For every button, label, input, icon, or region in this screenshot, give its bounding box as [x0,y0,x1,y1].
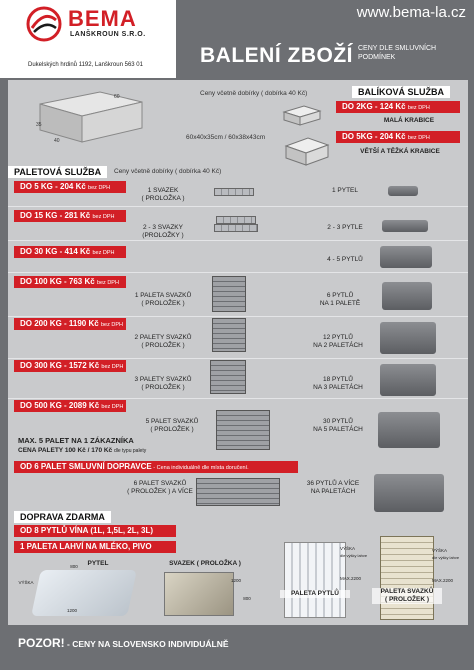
pallet-price: CENA PALETY 100 Kč / 170 Kč dle typu palety [18,447,147,454]
sack-pallet-icon [374,474,444,512]
doprava-title: DOPRAVA ZDARMA [14,511,111,523]
pal-row5-right: 12 PYTLŮ NA 2 PALETÁCH [313,334,363,350]
sack-pallet-icon [380,322,436,354]
pallet-of-sacks-image [284,542,346,618]
sack-image [31,570,137,616]
brand-address: Dukelských hrdinů 1192, Lanškroun 563 01 [28,62,143,68]
vyska-note: dle výšky lahve [432,555,460,560]
pallet-icon [212,276,246,312]
dim-label: 40 [54,138,60,144]
pytel-dim-800: 800 [70,564,78,569]
pal-row5-price: DO 200 KG - 1190 Kč bez DPH [14,318,126,330]
pal-row7-right: 30 PYTLŮ NA 5 PALETÁCH [313,418,363,434]
pallet-icon [196,478,280,506]
pal-row1-left: 1 SVAZEK ( PROLOŽKA ) [141,187,185,203]
balik-row1-label: MALÁ KRABICE [383,117,435,124]
vyska-note: dle výšky lahve [340,553,368,558]
pal-row1-price: DO 5 KG - 204 Kč bez DPH [14,181,126,193]
pal-row6-price: DO 300 KG - 1572 Kč bez DPH [14,360,126,372]
sack-pallet-icon [378,412,440,448]
brand-sub: LANŠKROUN S.R.O. [70,31,146,38]
pal-row6-right: 18 PYTLŮ NA 3 PALETÁCH [313,376,363,392]
svazek-dim-1200: 1200 [230,578,241,583]
max-pallets-note: MAX. 5 PALET NA 1 ZÁKAZNÍKA [18,436,134,445]
balik-note: Ceny včetně dobírky ( dobírka 40 Kč) [200,90,308,97]
pal-6plus-left: 6 PALET SVAZKŮ ( PROLOŽEK ) A VÍCE [127,480,193,496]
pal-row4-left: 1 PALETA SVAZKŮ ( PROLOŽEK ) [134,292,192,308]
pal-row2-left: 2 - 3 SVAZKY (PROLOŽKY ) [142,224,184,240]
doprava-row2: 1 PALETA LAHVÍ NA MLÉKO, PIVO [14,541,176,553]
dim-label: 35 [36,122,42,128]
pal-row3-price: DO 30 KG - 414 Kč bez DPH [14,246,126,258]
pal-6plus-price: OD 6 PALET SMLUVNÍ DOPRAVCE - Cena individuálně dle místa doručení. [14,461,298,473]
vyska-label: VÝŠKA [340,546,356,551]
pal-row7-price: DO 500 KG - 2089 Kč bez DPH [14,400,126,412]
page-title: BALENÍ ZBOŽÍ [200,44,353,67]
balik-row2-price: DO 5KG - 204 Kč bez DPH [336,131,460,143]
pal-row6-left: 3 PALETY SVAZKŮ ( PROLOŽEK ) [134,376,192,392]
bundle-icon [214,224,258,232]
pytel-dim-1200: 1200 [66,608,77,613]
pallet-of-bundles-image [380,536,434,620]
paleta-svazku-label: PALETA SVAZKŮ ( PROLOŽEK ) [372,588,442,604]
bundle-icon [214,188,254,196]
big-box-icon [284,136,330,166]
balik-row1-price: DO 2KG - 124 Kč bez DPH [336,101,460,113]
page-subtitle: CENY DLE SMLUVNÍCH PODMÍNEK [358,45,437,62]
max-height: MAX.2200 [340,576,362,581]
footer-warning: POZOR! - CENY NA SLOVENSKO INDIVIDUÁLNĚ [18,636,229,650]
dim-label: 60 [114,94,120,100]
pal-row4-price: DO 100 KG - 763 Kč bez DPH [14,276,126,288]
brand-name: BEMA [68,6,137,31]
pytel-label: PYTEL [87,560,109,567]
paletova-title: PALETOVÁ SLUŽBA [8,166,107,178]
svazek-label: SVAZEK ( PROLOŽKA ) [169,560,241,567]
paletova-note: Ceny včetně dobírky ( dobírka 40 Kč) [114,168,222,175]
bema-logo-icon [26,6,62,42]
pal-row2-price: DO 15 KG - 281 Kč bez DPH [14,210,126,222]
vyska-label: VÝŠKA [432,548,448,553]
sack-icon [382,220,428,232]
pallet-icon [210,360,246,394]
bundle-icon [216,216,256,224]
sack-pallet-icon [382,282,432,310]
pytel-vyska: VÝŠKA [18,580,34,585]
website: www.bema-la.cz [356,4,466,21]
pal-row7-left: 5 PALET SVAZKŮ ( PROLOŽEK ) [145,418,199,434]
pallet-icon [212,318,246,352]
pal-6plus-right: 36 PYTLŮ A VÍCE NA PALETÁCH [306,480,360,496]
balik-title: BALÍKOVÁ SLUŽBA [352,86,450,98]
doprava-row1: OD 8 PYTLŮ VÍNA (1L, 1,5L, 2L, 3L) [14,525,176,537]
balik-dims: 60x40x35cm / 60x38x43cm [186,134,266,141]
balik-row2-label: VĚTŠÍ A TĚŽKÁ KRABICE [360,148,440,155]
pallet-icon [216,410,270,450]
pal-row3-right: 4 - 5 PYTLŮ [327,256,363,263]
svazek-dim-800: 800 [243,596,251,601]
paleta-pytlu-label: PALETA PYTLŮ [280,590,350,598]
pal-row4-right: 6 PYTLŮ NA 1 PALETĚ [319,292,361,308]
pal-row5-left: 2 PALETY SVAZKŮ ( PROLOŽEK ) [134,334,192,350]
sack-pallet-icon [380,364,436,396]
parcel-box-icon [30,86,152,146]
pal-row1-right: 1 PYTEL [331,187,358,194]
sack-icon [380,246,432,268]
sack-icon [388,186,418,196]
pal-row2-right: 2 - 3 PYTLE [327,224,363,231]
logo-area [0,0,176,78]
max-height: MAX.2200 [432,578,454,583]
small-box-icon [282,104,322,126]
